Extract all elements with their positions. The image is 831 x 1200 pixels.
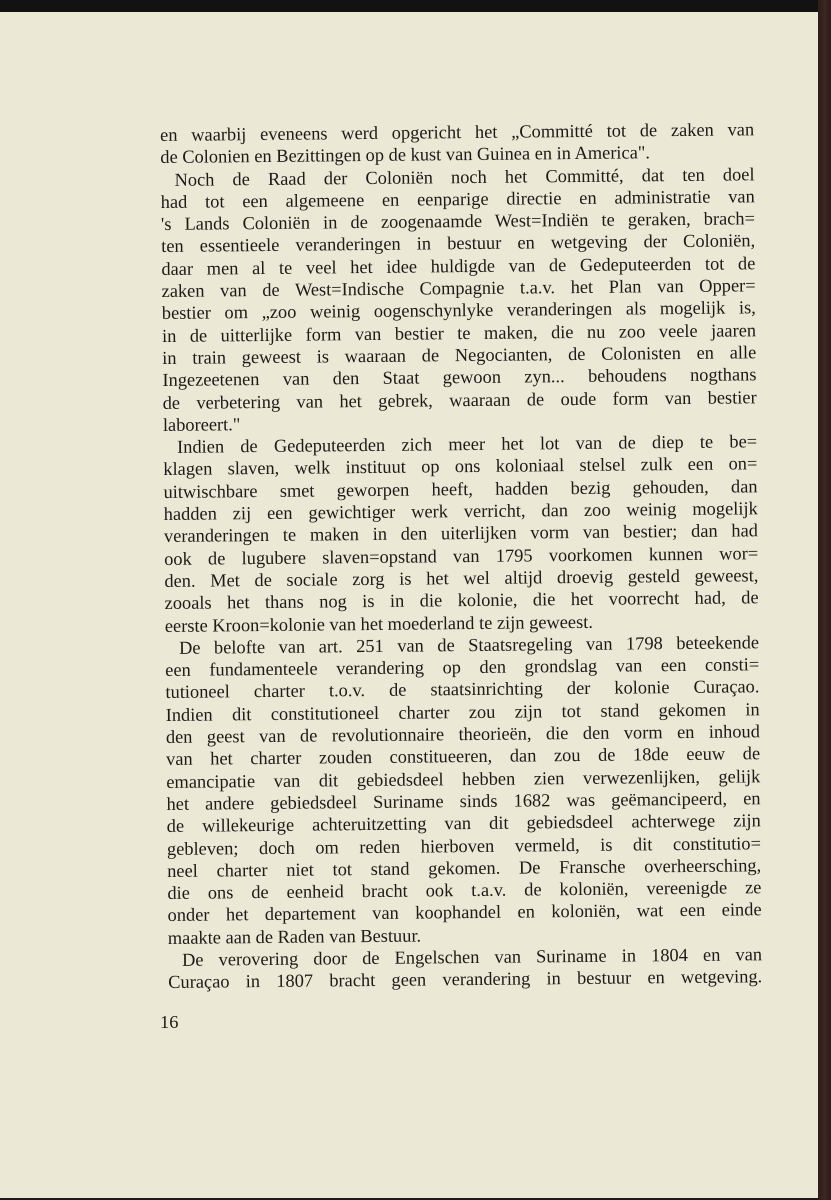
text-line: 's Lands Coloniën in de zoogenaamde West=Indiën te geraken, brach= [160, 208, 756, 235]
text-line: zaken van de West=Indische Compagnie t.a.v. het Plan van Opper= [161, 275, 756, 302]
text-line: zooals het thans nog is in die kolonie, die het voorrecht had, de [164, 587, 759, 614]
text-line: uitwischbare smet geworpen heeft, hadden bezig gehouden, dan [163, 476, 758, 502]
text-line: Ingezeetenen van den Staat gewoon zyn... behoudens nogthans [162, 364, 757, 391]
text-line: veranderingen te maken in den uiterlijken vorm van bestier; dan had [163, 520, 759, 547]
book-page [0, 12, 818, 1198]
text-line: emancipatie van dit gebiedsdeel hebben zien verwezenlijken, gelijk [166, 765, 761, 792]
text-line: Noch de Raad der Coloniën noch het Committé, dat ten doel [174, 163, 755, 190]
text-line: die ons de eenheid bracht ook t.a.v. de koloniën, vereenigde ze [167, 877, 762, 904]
text-line: de Colonien en Bezittingen op de kust van Guinea en in America". [160, 142, 651, 168]
text-line: Indien dit constitutioneel charter zou zijn tot stand gekomen in [165, 698, 760, 725]
text-line: de verbetering van het gebrek, waaraan de oude form van bestier [162, 386, 757, 413]
text-line: Curaçao in 1807 bracht geen verandering in bestuur en wetgeving. [168, 966, 763, 993]
text-line: maakte aan de Raden van Bestuur. [167, 925, 422, 948]
text-line: neel charter niet tot stand gekomen. De Fransche overheersching, [167, 855, 762, 881]
text-line: ten essentieele veranderingen in bestuur en wetgeving der Coloniën, [161, 230, 756, 257]
text-line: De belofte van art. 251 van de Staatsregeling van 1798 beteekende [178, 632, 760, 658]
text-line: bestier om „zoo weinig oogenschynlyke veranderingen als mogelijk is, [161, 297, 756, 324]
text-line: onder het departement van koophandel en koloniën, wat een einde [167, 899, 762, 926]
text-line: den. Met de sociale zorg is het wel altijd droevig gesteld geweest, [164, 565, 759, 591]
text-line: ook de lugubere slaven=opstand van 1795 voorkomen kunnen wor= [164, 542, 759, 569]
text-line: hadden zij een gewichtiger werk verricht, dan zoo weinig mogelijk [163, 498, 758, 525]
text-line: klagen slaven, welk instituut op ons koloniaal stelsel zulk een on= [163, 453, 758, 480]
text-line: van het charter zouden constitueeren, dan zou de 18de eeuw de [166, 743, 761, 770]
text-line: in train geweest is waaraan de Negocianten, de Colonisten en alle [162, 342, 757, 368]
text-line: het andere gebiedsdeel Suriname sinds 1682 was geëmancipeerd, en [166, 788, 761, 814]
page-number: 16 [160, 1012, 179, 1032]
text-line: daar men al te veel het idee huldigde van de Gedeputeerden tot de [161, 253, 756, 279]
body-text [160, 118, 762, 993]
text-line: eerste Kroon=kolonie van het moederland te zijn geweest. [164, 611, 593, 636]
text-line: een fundamenteele verandering op den grondslag van een consti= [165, 654, 760, 681]
text-line: in de uitterlijke form van bestier te maken, die nu zoo veele jaaren [161, 319, 757, 346]
text-line: gebleven; doch om reden hierboven vermeld, is dit constitutio= [166, 832, 762, 859]
text-line: de willekeurige achteruitzetting van dit gebiedsdeel achterwege zijn [166, 810, 761, 837]
text-line: De verovering door de Engelschen van Suriname in 1804 en van [181, 944, 763, 970]
text-line: den geest van de revolutionnaire theorieën, die den vorm en inhoud [165, 721, 760, 747]
book-edge [818, 0, 831, 1200]
text-line: Indien de Gedeputeerden zich meer het lot van de diep te be= [177, 431, 758, 458]
text-line: had tot een algemeene en eenparige directie en administratie van [160, 186, 755, 212]
text-line: en waarbij eveneens werd opgericht het „Committé tot de zaken van [160, 119, 755, 145]
text-line: tutioneel charter t.o.v. de staatsinrichting der kolonie Curaçao. [165, 676, 760, 703]
scan-top-border [0, 0, 831, 12]
text-line: laboreert." [162, 414, 241, 435]
